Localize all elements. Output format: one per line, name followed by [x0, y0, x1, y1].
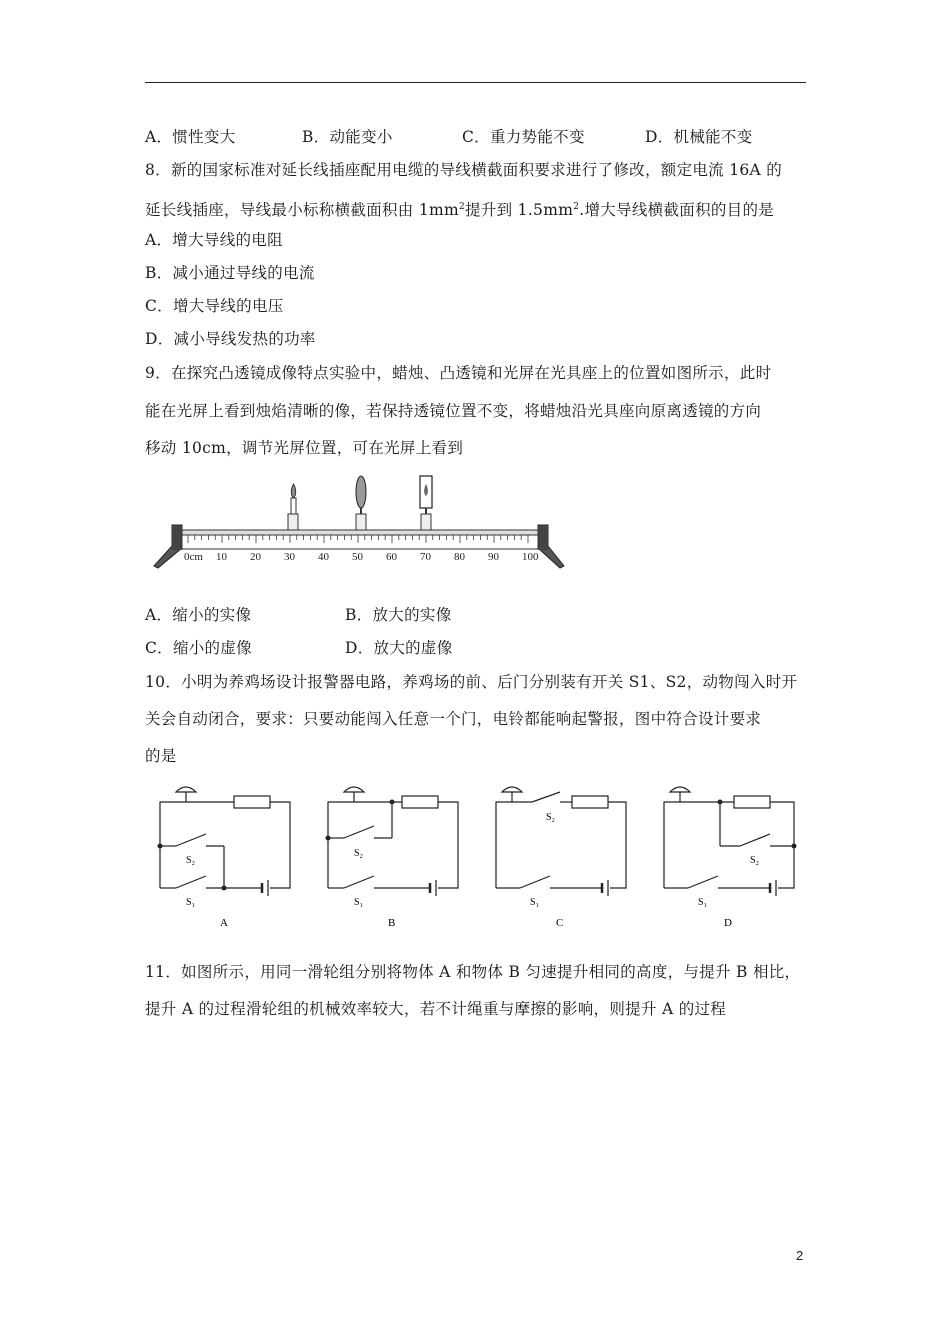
- scale-labels: [184, 551, 539, 563]
- circuit-b-label: B: [388, 917, 396, 929]
- circuit-a-s2: S₂: [186, 855, 196, 866]
- q9-option-c: C．缩小的虚像: [145, 639, 252, 657]
- circuit-a: [150, 782, 300, 932]
- q8-stem-line2-b: 提升到 1.5mm: [465, 201, 574, 219]
- q10-stem-line1: 10．小明为养鸡场设计报警器电路，养鸡场的前、后门分别装有开关 S1、S2，动物闯入时开: [145, 673, 798, 691]
- q8-stem-line2-c: .增大导线横截面积的目的是: [579, 201, 775, 219]
- scale-label: 70: [420, 551, 431, 563]
- scale-label: 100: [522, 551, 539, 563]
- optical-bench-figure: [150, 470, 570, 575]
- q8-sup-2: 2: [573, 202, 580, 212]
- q9-option-a: A．缩小的实像: [145, 606, 252, 624]
- q7-option-d: D．机械能不变: [645, 128, 753, 146]
- q8-option-b: B．减小通过导线的电流: [145, 264, 315, 282]
- q7-option-b: B．动能变小: [302, 128, 393, 146]
- candle-holder: [288, 484, 298, 530]
- q7-option-c: C．重力势能不变: [462, 128, 585, 146]
- scale-label: 90: [488, 551, 499, 563]
- q8-option-a: A．增大导线的电阻: [145, 231, 283, 249]
- circuit-b-s2: S₂: [354, 848, 364, 859]
- right-end-block: [538, 526, 548, 550]
- scale-label: 0cm: [184, 551, 203, 563]
- q11-stem-line1: 11．如图所示，用同一滑轮组分别将物体 A 和物体 B 匀速提升相同的高度，与提升 B 相比，: [145, 963, 801, 981]
- page-number: 2: [796, 1248, 804, 1263]
- circuit-c-label: C: [556, 917, 564, 929]
- circuit-d: [654, 782, 804, 932]
- circuit-d-label: D: [724, 917, 732, 929]
- circuit-d-s2: S₂: [750, 855, 760, 866]
- q8-option-c: C．增大导线的电压: [145, 297, 284, 315]
- scale-label: 60: [386, 551, 397, 563]
- scale-label: 30: [284, 551, 295, 563]
- left-end-block: [172, 526, 182, 550]
- circuit-b: [318, 782, 468, 932]
- circuit-a-s1: S₁: [186, 897, 196, 908]
- circuit-c-s1: S₁: [530, 897, 540, 908]
- q8-option-d: D．减小导线发热的功率: [145, 330, 316, 348]
- header-rule: [145, 82, 806, 83]
- q9-stem-line1: 9．在探究凸透镜成像特点实验中，蜡烛、凸透镜和光屏在光具座上的位置如图所示，此时: [145, 364, 772, 382]
- q11-stem-line2: 提升 A 的过程滑轮组的机械效率较大，若不计绳重与摩擦的影响，则提升 A 的过程: [145, 1000, 727, 1018]
- rail-top: [182, 530, 538, 535]
- scale-label: 10: [216, 551, 227, 563]
- scale-label: 40: [318, 551, 329, 563]
- q9-stem-line2: 能在光屏上看到烛焰清晰的像，若保持透镜位置不变，将蜡烛沿光具座向原离透镜的方向: [145, 402, 762, 420]
- q9-stem-line3: 移动 10cm，调节光屏位置，可在光屏上看到: [145, 439, 464, 457]
- scale-label: 20: [250, 551, 261, 563]
- circuit-b-s1: S₁: [354, 897, 364, 908]
- q9-option-b: B．放大的实像: [345, 606, 452, 624]
- q8-stem-line1: 8．新的国家标准对延长线插座配用电缆的导线横截面积要求进行了修改，额定电流 16A 的: [145, 161, 783, 179]
- q8-stem-line2: [145, 196, 774, 221]
- q10-stem-line3: 的是: [145, 747, 177, 765]
- q9-option-d: D．放大的虚像: [345, 639, 453, 657]
- q8-stem-line2-a: 延长线插座，导线最小标称横截面积由 1mm: [145, 201, 459, 219]
- circuit-a-label: A: [220, 917, 228, 929]
- circuit-c: [486, 782, 636, 932]
- scale-label: 80: [454, 551, 465, 563]
- convex-lens: [356, 476, 366, 530]
- q8-sup-1: 2: [459, 202, 466, 212]
- q7-option-a: A．惯性变大: [145, 128, 236, 146]
- light-screen: [420, 476, 432, 530]
- circuit-c-s2: S₂: [546, 812, 556, 823]
- q10-stem-line2: 关会自动闭合，要求：只要动能闯入任意一个门，电铃都能响起警报，图中符合设计要求: [145, 710, 762, 728]
- scale-label: 50: [352, 551, 363, 563]
- circuit-d-s1: S₁: [698, 897, 708, 908]
